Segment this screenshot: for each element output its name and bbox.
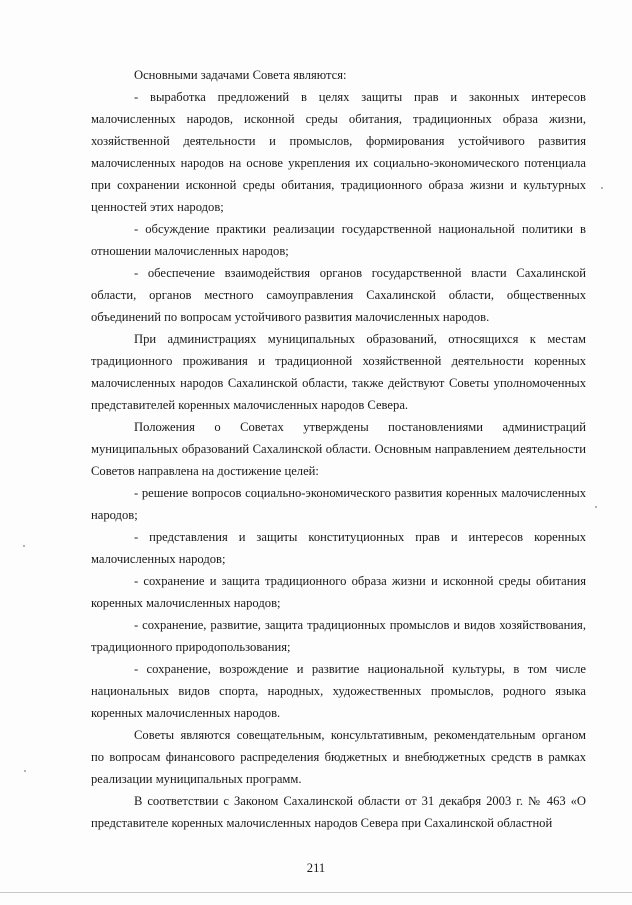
paragraph-task-1: - выработка предложений в целях защиты прав и законных интересов малочисленных народов, исконной среды обитания, традиционных образа жизни, хозяйственной деятельности и промыслов, формирования устойчивого развития малочисленных народов на основе укрепления их социально-экономического потенциала при сохранении исконной среды обитания, традиционного образа жизни и культурных ценностей этих народов;: [91, 90, 586, 214]
page-number: 211: [306, 861, 326, 875]
paragraph-goal-1: - решение вопросов социально-экономического развития коренных малочисленных народов;: [91, 486, 586, 522]
document-body: [91, 64, 586, 834]
paragraph-law-reference: В соответствии с Законом Сахалинской области от 31 декабря 2003 г. № 463 «О представителе коренных малочисленных народов Севера при Сахалинской областной: [91, 794, 586, 830]
scan-speck: [23, 545, 25, 547]
scan-speck: [601, 187, 603, 189]
paragraph-goal-3: - сохранение и защита традиционного образа жизни и исконной среды обитания коренных малочисленных народов;: [91, 574, 586, 610]
paragraph-goal-2: - представления и защиты конституционных прав и интересов коренных малочисленных народов;: [91, 530, 586, 566]
scan-speck: [24, 770, 26, 772]
scan-speck: [595, 506, 597, 508]
paragraph-administrations: При администрациях муниципальных образований, относящихся к местам традиционного проживания и традиционной хозяйственной деятельности коренных малочисленных народов Сахалинской области, также действуют Советы уполномоченных представителей коренных малочисленных народов Севера.: [91, 332, 586, 412]
paragraph-goal-5: - сохранение, возрождение и развитие национальной культуры, в том числе национальных видов спорта, народных, художественных промыслов, родного языка коренных малочисленных народов.: [91, 662, 586, 720]
paragraph-task-3: - обеспечение взаимодействия органов государственной власти Сахалинской области, органов местного самоуправления Сахалинской области, общественных объединений по вопросам устойчивого развития малочисленных народов.: [91, 266, 586, 324]
paragraph-goal-4: - сохранение, развитие, защита традиционных промыслов и видов хозяйствования, традиционного природопользования;: [91, 618, 586, 654]
paragraph-task-2: - обсуждение практики реализации государственной национальной политики в отношении малочисленных народов;: [91, 222, 586, 258]
paragraph-councils-role: Советы являются совещательным, консультативным, рекомендательным органом по вопросам финансового распределения бюджетных и внебюджетных средств в рамках реализации муниципальных программ.: [91, 728, 586, 786]
paragraph-regulations: Положения о Советах утверждены постановлениями администраций муниципальных образований Сахалинской области. Основным направлением деятельности Советов направлена на достижение целей:: [91, 420, 586, 478]
scan-edge-line: [0, 892, 632, 893]
section-heading: Основными задачами Совета являются:: [134, 68, 347, 82]
